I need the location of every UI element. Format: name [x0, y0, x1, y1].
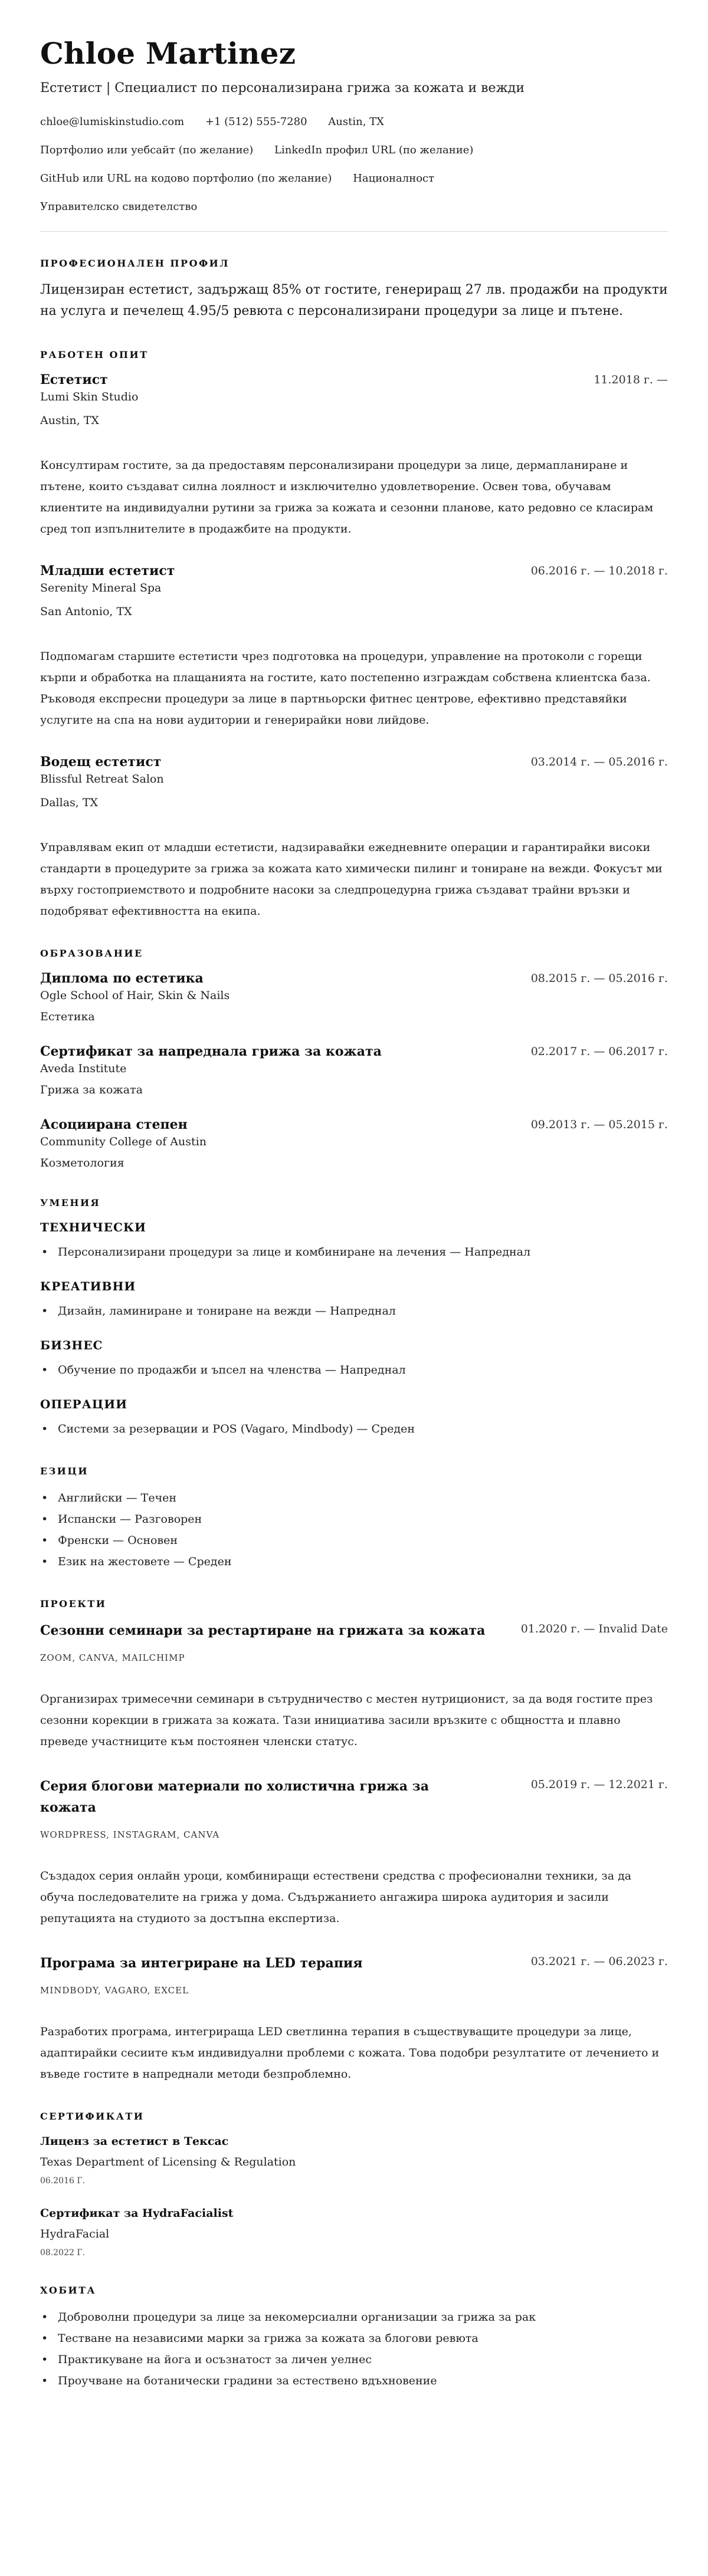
languages-section: [40, 1466, 668, 1572]
job-company: Lumi Skin Studio: [40, 390, 139, 403]
education-heading: ОБРАЗОВАНИЕ: [40, 948, 143, 959]
email[interactable]: chloe@lumiskinstudio.com: [40, 116, 185, 128]
driver-license: Управителско свидетелство: [40, 201, 198, 213]
skill-category: БИЗНЕС: [40, 1338, 103, 1352]
job-entry: [40, 562, 668, 731]
skill-item: • Дизайн, ламиниране и тониране на вежди — Напреднал: [40, 1300, 668, 1322]
job-date: 03.2014 г. — 05.2016 г.: [530, 755, 668, 768]
degree-title: Асоциирана степен: [40, 1117, 188, 1132]
certification-name: Лиценз за естетист в Тексас: [40, 2135, 229, 2148]
certification-issuer: Texas Department of Licensing & Regulation: [40, 2156, 296, 2168]
skill-item: • Персонализирани процедури за лице и комбиниране на лечения — Напреднал: [40, 1241, 668, 1263]
summary-section: [40, 258, 668, 322]
nationality: Националност: [353, 172, 435, 185]
school-name: Ogle School of Hair, Skin & Nails: [40, 989, 230, 1002]
job-location: Dallas, TX: [40, 796, 99, 809]
skills-heading: УМЕНИЯ: [40, 1197, 101, 1208]
hobby-item: • Проучване на ботанически градини за естествено вдъхновение: [40, 2370, 668, 2391]
job-description: Консултирам гостите, за да предоставям персонализирани процедури за лице, дермапланиране и пътене, които създават силна лоялност и изключително удовлетворение. Освен това, обучавам клиентите на индивидуални рутини за грижа за кожата и сезонни планове, като редовно се класирам сред топ изпълнителите в продажбите на продукти.: [40, 459, 654, 535]
project-description: Създадох серия онлайн уроци, комбиниращи естествени средства с професионални техники, за да обуча последователите на грижа у дома. Съдържанието ангажира широка аудитория и засили репутацията на студиото за достъпна експертиза.: [40, 1869, 632, 1925]
skill-group: [40, 1278, 668, 1322]
education-section: [40, 948, 668, 1171]
job-description: Управлявам екип от младши естетисти, надзиравайки ежедневните операции и гарантирайки високи стандарти в процедурите за грижа за кожата като химически пилинг и тониране на вежди. Фокусът ми върху гостоприемството и подробните насоки за следпроцедурна грижа създават трайни връзки и подобряват ефективността на екипа.: [40, 841, 663, 918]
education-date: 09.2013 г. — 05.2015 г.: [530, 1118, 668, 1131]
job-company: Serenity Mineral Spa: [40, 581, 162, 594]
degree-title: Сертификат за напреднала грижа за кожата: [40, 1044, 382, 1059]
school-name: Aveda Institute: [40, 1062, 127, 1075]
projects-heading: ПРОЕКТИ: [40, 1598, 107, 1609]
candidate-name: Chloe Martinez: [40, 36, 296, 71]
project-entry: [40, 1620, 668, 1752]
job-entry: [40, 753, 668, 922]
job-title: Младши естетист: [40, 563, 175, 579]
project-date: 03.2021 г. — 06.2023 г.: [530, 1955, 668, 1968]
project-title: Серия блогови материали по холистична грижа за кожата: [40, 1779, 429, 1815]
contact-line-1: [40, 114, 668, 130]
header-divider: [40, 231, 668, 232]
github-link[interactable]: GitHub или URL на кодово портфолио (по желание): [40, 172, 332, 185]
languages-heading: ЕЗИЦИ: [40, 1466, 88, 1477]
project-entry: [40, 1776, 668, 1929]
hobby-item: • Доброволни процедури за лице за некомерсиални организации за грижа за рак: [40, 2306, 668, 2328]
certification-name: Сертификат за HydraFacialist: [40, 2207, 234, 2220]
hobbies-list: [40, 2306, 668, 2391]
skill-item: • Обучение по продажби и ъпсел на членства — Напреднал: [40, 1359, 668, 1381]
projects-section: [40, 1598, 668, 2085]
certifications-heading: СЕРТИФИКАТИ: [40, 2111, 145, 2122]
languages-list: [40, 1487, 668, 1572]
language-item: • Английски — Течен: [40, 1487, 668, 1509]
phone[interactable]: +1 (512) 555-7280: [205, 116, 307, 128]
certification-issuer: HydraFacial: [40, 2227, 110, 2240]
language-item: • Език на жестовете — Среден: [40, 1551, 668, 1572]
certification-date: 06.2016 Г.: [40, 2176, 86, 2186]
job-location: Austin, TX: [40, 414, 99, 427]
field-of-study: Грижа за кожата: [40, 1083, 143, 1096]
job-description: Подпомагам старшите естетисти чрез подготовка на процедури, управление на протоколи с горещи кърпи и обработка на плащанията на гостите, като постепенно изграждам собствена клиентска база. Ръководя експресни процедури за лице в партньорски фитнес центрове, ефективно представяйки услугите на спа на нови аудитории и генерирайки нови лийдове.: [40, 650, 651, 727]
skill-group: [40, 1396, 668, 1440]
location: Austin, TX: [328, 116, 384, 128]
project-entry: [40, 1953, 668, 2085]
linkedin-link[interactable]: LinkedIn профил URL (по желание): [274, 144, 474, 156]
hobbies-heading: ХОБИТА: [40, 2285, 97, 2296]
school-name: Community College of Austin: [40, 1135, 206, 1148]
experience-section: [40, 349, 668, 922]
job-entry: [40, 371, 668, 540]
education-date: 08.2015 г. — 05.2016 г.: [530, 972, 668, 985]
contact-line-4: [40, 199, 668, 215]
contact-line-2: [40, 143, 668, 158]
job-title: Водещ естетист: [40, 754, 162, 770]
certification-date: 08.2022 Г.: [40, 2248, 86, 2258]
language-item: • Испански — Разговорен: [40, 1509, 668, 1530]
project-tech: ZOOM, CANVA, MAILCHIMP: [40, 1652, 185, 1663]
degree-title: Диплома по естетика: [40, 971, 204, 986]
job-company: Blissful Retreat Salon: [40, 773, 164, 786]
certification-entry: [40, 2133, 668, 2187]
field-of-study: Естетика: [40, 1010, 95, 1023]
skill-category: ОПЕРАЦИИ: [40, 1397, 127, 1411]
education-entry: [40, 1116, 668, 1171]
project-title: Програма за интегриране на LED терапия: [40, 1956, 363, 1971]
skill-group: [40, 1219, 668, 1263]
hobby-item: • Практикуване на йога и осъзнатост за личен уелнес: [40, 2349, 668, 2370]
job-date: 11.2018 г. —: [594, 373, 668, 386]
project-description: Организирах тримесечни семинари в сътрудничество с местен нутриционист, за да водя гостите през сезонни корекции в грижата за кожата. Тази инициатива засили връзките с общността и плавно преведе участниците към постоянен членски статус.: [40, 1693, 653, 1748]
job-location: San Antonio, TX: [40, 605, 132, 618]
summary-heading: ПРОФЕСИОНАЛЕН ПРОФИЛ: [40, 258, 230, 269]
skills-section: [40, 1197, 668, 1440]
project-date: 05.2019 г. — 12.2021 г.: [530, 1778, 668, 1791]
project-tech: WORDPRESS, INSTAGRAM, CANVA: [40, 1829, 220, 1840]
project-date: 01.2020 г. — Invalid Date: [520, 1622, 668, 1635]
job-title: Естетист | Специалист по персонализирана грижа за кожата и вежди: [40, 81, 525, 96]
contact-line-3: [40, 171, 668, 186]
project-tech: MINDBODY, VAGARO, EXCEL: [40, 1985, 189, 1996]
summary-text: Лицензиран естетист, задържащ 85% от гостите, генериращ 27 лв. продажби на продукти на услуга и печелещ 4.95/5 ревюта с персонализирани процедури за лице и пътене.: [40, 282, 668, 318]
education-date: 02.2017 г. — 06.2017 г.: [530, 1045, 668, 1058]
certification-entry: [40, 2204, 668, 2259]
education-entry: [40, 970, 668, 1025]
skill-group: [40, 1337, 668, 1381]
hobbies-section: [40, 2285, 668, 2391]
skill-category: КРЕАТИВНИ: [40, 1279, 136, 1293]
hobby-item: • Тестване на независими марки за грижа за кожата за блогови ревюта: [40, 2328, 668, 2349]
skill-category: ТЕХНИЧЕСКИ: [40, 1220, 146, 1234]
certifications-section: [40, 2111, 668, 2259]
skill-item: • Системи за резервации и POS (Vagaro, Mindbody) — Среден: [40, 1418, 668, 1440]
resume-header: [40, 35, 668, 215]
portfolio-link[interactable]: Портфолио или уебсайт (по желание): [40, 144, 254, 156]
project-description: Разработих програма, интегрираща LED светлинна терапия в съществуващите процедури за лице, адаптирайки сесиите към индивидуални проблеми с кожата. Това подобри резултатите от лечението и въведе гостите в напреднали методи безпроблемно.: [40, 2025, 660, 2081]
field-of-study: Козметология: [40, 1156, 124, 1169]
project-title: Сезонни семинари за рестартиране на грижата за кожата: [40, 1623, 486, 1638]
education-entry: [40, 1043, 668, 1098]
job-title: Естетист: [40, 372, 108, 387]
language-item: • Френски — Основен: [40, 1530, 668, 1551]
job-date: 06.2016 г. — 10.2018 г.: [530, 564, 668, 577]
experience-heading: РАБОТЕН ОПИТ: [40, 349, 149, 360]
